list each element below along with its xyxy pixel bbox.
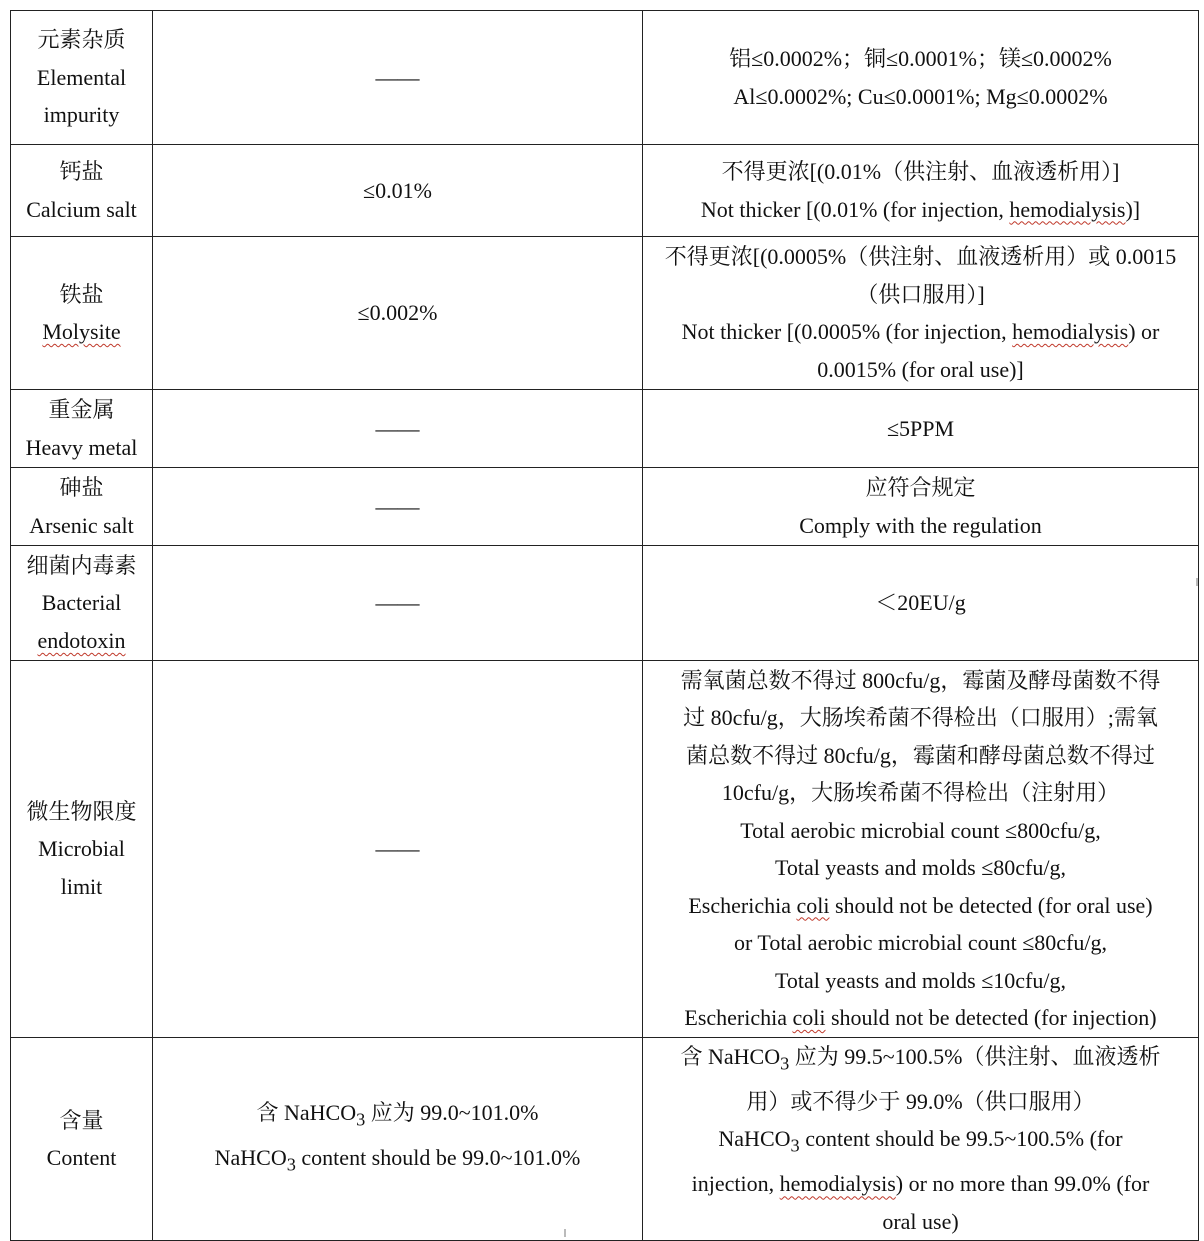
ep-value: ≤5PPM xyxy=(886,415,955,441)
ep-cell xyxy=(643,390,1199,468)
table-row-elemental-impurity xyxy=(11,11,1199,145)
table-row-microbial-limit xyxy=(11,661,1199,1038)
item-name-zh: 钙盐 xyxy=(59,159,104,184)
item-name-en: Calcium salt xyxy=(26,196,137,222)
text-run: ) or xyxy=(1128,319,1160,344)
text-run: should not be detected (for oral use) xyxy=(829,892,1153,918)
item-name-cell xyxy=(11,468,153,546)
usp-cell xyxy=(153,237,643,390)
item-name-en: Content xyxy=(46,1145,117,1171)
ep-value-line xyxy=(643,313,1198,351)
item-name-cell xyxy=(11,11,153,145)
table-row-molysite xyxy=(11,237,1199,390)
ep-value-line: Comply with the regulation xyxy=(799,512,1042,538)
table-row-bacterial-endotoxin xyxy=(11,546,1199,661)
item-name-cell xyxy=(11,390,153,468)
subscript: 3 xyxy=(356,1109,366,1130)
ep-value-line: Total yeasts and molds ≤80cfu/g, xyxy=(775,855,1066,880)
table-row-calcium-salt xyxy=(11,145,1199,237)
ep-value-line xyxy=(643,1165,1198,1203)
item-name-zh: 元素杂质 xyxy=(37,27,126,53)
text-run: Escherichia xyxy=(684,1005,793,1030)
usp-cell xyxy=(153,11,643,145)
item-name-cell xyxy=(11,661,153,1038)
item-name-zh: 微生物限度 xyxy=(26,798,137,824)
item-name-en: Heavy metal xyxy=(25,434,138,460)
ep-value-line: oral use) xyxy=(882,1208,959,1234)
item-name-en: limit xyxy=(60,873,103,899)
text-run: Escherichia xyxy=(688,892,797,918)
ep-cell xyxy=(643,145,1199,237)
ep-value-line: 需氧菌总数不得过 800cfu/g，霉菌及酵母菌数不得 xyxy=(680,667,1161,693)
spellcheck-word: hemodialysis xyxy=(1009,196,1126,222)
text-run: NaHCO xyxy=(214,1145,287,1171)
ep-value-line: 0.0015% (for oral use)] xyxy=(817,356,1024,382)
ep-value-line: 不得更浓[(0.0005%（供注射、血液透析用）或 0.0015 xyxy=(664,244,1177,269)
usp-value: —— xyxy=(375,836,420,862)
ep-cell xyxy=(643,468,1199,546)
ep-value-line: 过 80cfu/g，大肠埃希菌不得检出（口服用）;需氧 xyxy=(683,705,1158,730)
ep-value: ＜20EU/g xyxy=(875,590,966,616)
ep-value-line: Total aerobic microbial count ≤800cfu/g, xyxy=(740,817,1101,843)
ep-value-line: or Total aerobic microbial count ≤80cfu/g, xyxy=(733,930,1107,955)
ep-value-line: 菌总数不得过 80cfu/g，霉菌和酵母菌总数不得过 xyxy=(686,742,1155,768)
item-name-zh: 含量 xyxy=(59,1107,104,1133)
table-row-content xyxy=(11,1038,1199,1241)
usp-value-line xyxy=(155,1094,640,1139)
text-run: content should be 99.0~101.0% xyxy=(295,1145,581,1171)
table-row-heavy-metal xyxy=(11,390,1199,468)
ep-value-line: Al≤0.0002%; Cu≤0.0001%; Mg≤0.0002% xyxy=(733,83,1108,109)
item-name-en: impurity xyxy=(43,102,120,128)
item-name-en: Molysite xyxy=(42,319,121,344)
item-name-cell xyxy=(11,237,153,390)
ep-value-line: Total yeasts and molds ≤10cfu/g, xyxy=(775,967,1066,993)
item-name-zh: 砷盐 xyxy=(59,475,104,500)
subscript: 3 xyxy=(780,1053,790,1074)
item-name-en: endotoxin xyxy=(37,627,126,653)
item-name-cell xyxy=(11,145,153,237)
text-run: 含 NaHCO xyxy=(680,1044,781,1069)
text-run: Not thicker [(0.0005% (for injection, xyxy=(681,319,1013,344)
ep-value-line: 铝≤0.0002%；铜≤0.0001%；镁≤0.0002% xyxy=(729,46,1112,71)
spellcheck-word: coli xyxy=(796,892,830,918)
text-run: 应为 99.5~100.5%（供注射、血液透析 xyxy=(789,1044,1161,1069)
ep-value-line: 不得更浓[(0.01%（供注射、血液透析用）] xyxy=(721,159,1120,184)
text-run: injection, xyxy=(691,1171,780,1197)
item-name-zh: 铁盐 xyxy=(59,281,104,307)
text-run: )] xyxy=(1125,196,1141,222)
item-name-cell xyxy=(11,1038,153,1241)
usp-value-line xyxy=(155,1139,640,1184)
usp-value: ≤0.002% xyxy=(357,300,438,326)
usp-value: ≤0.01% xyxy=(363,177,432,203)
table-row-arsenic-salt xyxy=(11,468,1199,546)
text-run: should not be detected (for injection) xyxy=(825,1005,1157,1030)
ep-value-line: 10cfu/g，大肠埃希菌不得检出（注射用） xyxy=(721,780,1120,805)
ep-value-line xyxy=(643,999,1198,1037)
item-name-zh: 重金属 xyxy=(48,397,115,422)
ep-cell xyxy=(643,546,1199,661)
text-run: 含 NaHCO xyxy=(256,1100,357,1126)
text-run: 应为 99.0~101.0% xyxy=(365,1100,539,1126)
ep-value-line xyxy=(643,1120,1198,1165)
text-run: ) or no more than 99.0% (for xyxy=(895,1171,1150,1197)
ep-value-line: 应符合规定 xyxy=(865,475,976,500)
item-name-en: Elemental xyxy=(36,64,127,90)
spellcheck-word: hemodialysis xyxy=(779,1171,896,1197)
text-run: NaHCO xyxy=(718,1126,791,1152)
text-run: Not thicker [(0.01% (for injection, xyxy=(700,196,1010,222)
usp-value: —— xyxy=(375,493,420,519)
subscript: 3 xyxy=(286,1154,296,1175)
spellcheck-word: hemodialysis xyxy=(1012,319,1129,344)
ep-cell xyxy=(643,11,1199,145)
usp-cell xyxy=(153,390,643,468)
item-name-en: Microbial xyxy=(38,836,125,862)
specification-table xyxy=(10,10,1199,1241)
item-name-zh: 细菌内毒素 xyxy=(26,552,137,578)
usp-value: —— xyxy=(375,415,420,441)
ep-value-line: 用）或不得少于 99.0%（供口服用） xyxy=(746,1088,1095,1114)
ep-cell xyxy=(643,661,1199,1038)
usp-cell xyxy=(153,546,643,661)
usp-cell xyxy=(153,468,643,546)
usp-value: —— xyxy=(375,590,420,616)
item-name-en: Arsenic salt xyxy=(29,512,134,538)
ep-value-line xyxy=(643,887,1198,925)
page-edge-mark xyxy=(1196,578,1198,586)
page-edge-mark xyxy=(564,1229,566,1237)
ep-cell xyxy=(643,237,1199,390)
ep-cell xyxy=(643,1038,1199,1241)
ep-value-line xyxy=(645,191,1196,229)
usp-cell xyxy=(153,1038,643,1241)
usp-value: —— xyxy=(375,64,420,90)
ep-value-line xyxy=(643,1038,1198,1083)
text-run: content should be 99.5~100.5% (for xyxy=(799,1126,1123,1152)
spellcheck-word: coli xyxy=(792,1005,826,1030)
subscript: 3 xyxy=(790,1135,800,1156)
item-name-en: Bacterial xyxy=(41,590,122,616)
usp-cell xyxy=(153,145,643,237)
ep-value-line: （供口服用）] xyxy=(856,281,985,307)
usp-cell xyxy=(153,661,643,1038)
item-name-cell xyxy=(11,546,153,661)
